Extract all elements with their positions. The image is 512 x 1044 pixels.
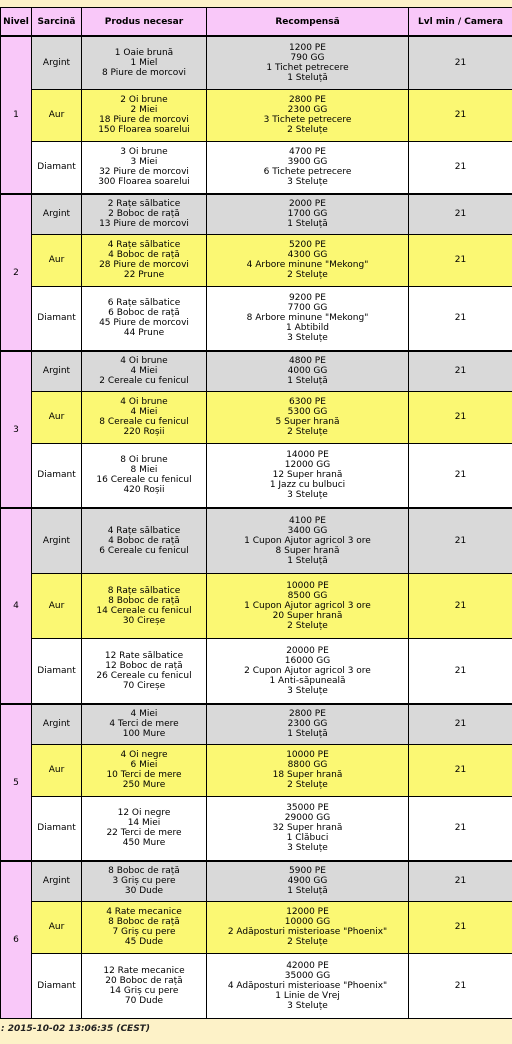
min-level-cell: 21 [409, 286, 512, 351]
tier-cell: Diamant [32, 953, 82, 1018]
table-row [1, 796, 512, 861]
tier-cell: Argint [32, 704, 82, 744]
tasks-table-wrapper [0, 7, 512, 1019]
tier-cell: Argint [32, 508, 82, 573]
header-row [1, 8, 512, 37]
reward-cell: 4100 PE 3400 GG 1 Cupon Ajutor agricol 3 ore 8 Super hrană 1 Steluță [207, 508, 409, 573]
product-cell: 12 Rate mecanice 20 Boboc de rață 14 Griș cu pere 70 Dude [82, 953, 207, 1018]
reward-cell: 6300 PE 5300 GG 5 Super hrană 2 Steluțe [207, 391, 409, 443]
min-level-cell: 21 [409, 901, 512, 953]
reward-cell: 1200 PE 790 GG 1 Tichet petrecere 1 Steluță [207, 36, 409, 89]
product-cell: 8 Boboc de rață 3 Griș cu pere 30 Dude [82, 861, 207, 901]
product-cell: 6 Rațe sălbatice 6 Boboc de rață 45 Piure de morcovi 44 Prune [82, 286, 207, 351]
product-cell: 8 Oi brune 8 Miei 16 Cereale cu fenicul 420 Roșii [82, 443, 207, 508]
header-lvl-min-camera: Lvl min / Camera [409, 8, 512, 37]
min-level-cell: 21 [409, 508, 512, 573]
reward-cell: 5900 PE 4900 GG 1 Steluță [207, 861, 409, 901]
level-cell: 5 [1, 704, 32, 861]
reward-cell: 2000 PE 1700 GG 1 Steluță [207, 194, 409, 234]
level-cell: 1 [1, 36, 32, 194]
tasks-table-body [1, 36, 512, 1018]
reward-cell: 14000 PE 12000 GG 12 Super hrană 1 Jazz cu bulbuci 3 Steluțe [207, 443, 409, 508]
table-row [1, 351, 512, 391]
product-cell: 4 Rațe sălbatice 4 Boboc de rață 6 Cereale cu fenicul [82, 508, 207, 573]
table-row [1, 443, 512, 508]
table-row [1, 573, 512, 638]
reward-cell: 9200 PE 7700 GG 8 Arbore minune "Mekong" 1 Abtibild 3 Steluțe [207, 286, 409, 351]
product-cell: 4 Miei 4 Terci de mere 100 Mure [82, 704, 207, 744]
tasks-table [0, 7, 512, 1019]
table-row [1, 234, 512, 286]
tier-cell: Aur [32, 573, 82, 638]
header-produs-necesar: Produs necesar [82, 8, 207, 37]
table-row [1, 89, 512, 141]
table-row [1, 638, 512, 704]
table-row [1, 36, 512, 89]
product-cell: 12 Oi negre 14 Miei 22 Terci de mere 450 Mure [82, 796, 207, 861]
table-row [1, 141, 512, 194]
reward-cell: 42000 PE 35000 GG 4 Adăposturi misterioase "Phoenix" 1 Linie de Vrej 3 Steluțe [207, 953, 409, 1018]
reward-cell: 4800 PE 4000 GG 1 Steluță [207, 351, 409, 391]
min-level-cell: 21 [409, 443, 512, 508]
min-level-cell: 21 [409, 953, 512, 1018]
reward-cell: 12000 PE 10000 GG 2 Adăposturi misterioase "Phoenix" 2 Steluțe [207, 901, 409, 953]
min-level-cell: 21 [409, 704, 512, 744]
product-cell: 4 Oi negre 6 Miei 10 Terci de mere 250 Mure [82, 744, 207, 796]
tier-cell: Diamant [32, 286, 82, 351]
reward-cell: 2800 PE 2300 GG 1 Steluță [207, 704, 409, 744]
product-cell: 12 Rate sălbatice 12 Boboc de rață 26 Cereale cu fenicul 70 Cireșe [82, 638, 207, 704]
table-row [1, 286, 512, 351]
min-level-cell: 21 [409, 36, 512, 89]
min-level-cell: 21 [409, 573, 512, 638]
reward-cell: 20000 PE 16000 GG 2 Cupon Ajutor agricol 3 ore 1 Anti-săpuneală 3 Steluțe [207, 638, 409, 704]
min-level-cell: 21 [409, 796, 512, 861]
min-level-cell: 21 [409, 351, 512, 391]
header-sarcina: Sarcină [32, 8, 82, 37]
min-level-cell: 21 [409, 861, 512, 901]
min-level-cell: 21 [409, 391, 512, 443]
table-row [1, 901, 512, 953]
tier-cell: Diamant [32, 796, 82, 861]
product-cell: 3 Oi brune 3 Miei 32 Piure de morcovi 300 Floarea soarelui [82, 141, 207, 194]
product-cell: 4 Rate mecanice 8 Boboc de rață 7 Griș cu pere 45 Dude [82, 901, 207, 953]
tier-cell: Aur [32, 744, 82, 796]
header-nivel: Nivel [1, 8, 32, 37]
product-cell: 4 Oi brune 4 Miei 2 Cereale cu fenicul [82, 351, 207, 391]
tier-cell: Argint [32, 861, 82, 901]
product-cell: 2 Oi brune 2 Miei 18 Piure de morcovi 150 Floarea soarelui [82, 89, 207, 141]
tier-cell: Aur [32, 89, 82, 141]
table-row [1, 194, 512, 234]
product-cell: 4 Oi brune 4 Miei 8 Cereale cu fenicul 220 Roșii [82, 391, 207, 443]
reward-cell: 35000 PE 29000 GG 32 Super hrană 1 Clăbuci 3 Steluțe [207, 796, 409, 861]
table-row [1, 391, 512, 443]
product-cell: 4 Rațe sălbatice 4 Boboc de rață 28 Piure de morcovi 22 Prune [82, 234, 207, 286]
level-cell: 6 [1, 861, 32, 1018]
tier-cell: Diamant [32, 443, 82, 508]
tier-cell: Diamant [32, 141, 82, 194]
tier-cell: Diamant [32, 638, 82, 704]
reward-cell: 10000 PE 8800 GG 18 Super hrană 2 Steluțe [207, 744, 409, 796]
table-row [1, 704, 512, 744]
reward-cell: 4700 PE 3900 GG 6 Tichete petrecere 3 Steluțe [207, 141, 409, 194]
table-row [1, 861, 512, 901]
product-cell: 1 Oaie brună 1 Miel 8 Piure de morcovi [82, 36, 207, 89]
table-row [1, 953, 512, 1018]
tier-cell: Aur [32, 901, 82, 953]
tier-cell: Argint [32, 351, 82, 391]
table-row [1, 508, 512, 573]
min-level-cell: 21 [409, 744, 512, 796]
table-row [1, 744, 512, 796]
min-level-cell: 21 [409, 194, 512, 234]
product-cell: 2 Rațe sălbatice 2 Boboc de rață 13 Piure de morcovi [82, 194, 207, 234]
reward-cell: 5200 PE 4300 GG 4 Arbore minune "Mekong" 2 Steluțe [207, 234, 409, 286]
tier-cell: Argint [32, 36, 82, 89]
level-cell: 3 [1, 351, 32, 508]
level-cell: 4 [1, 508, 32, 704]
timestamp-footer: : 2015-10-02 13:06:35 (CEST) [1, 1024, 150, 1034]
reward-cell: 2800 PE 2300 GG 3 Tichete petrecere 2 Steluțe [207, 89, 409, 141]
tier-cell: Aur [32, 234, 82, 286]
min-level-cell: 21 [409, 141, 512, 194]
min-level-cell: 21 [409, 89, 512, 141]
min-level-cell: 21 [409, 638, 512, 704]
tier-cell: Argint [32, 194, 82, 234]
reward-cell: 10000 PE 8500 GG 1 Cupon Ajutor agricol 3 ore 20 Super hrană 2 Steluțe [207, 573, 409, 638]
min-level-cell: 21 [409, 234, 512, 286]
product-cell: 8 Rațe sălbatice 8 Boboc de rață 14 Cereale cu fenicul 30 Cireșe [82, 573, 207, 638]
tier-cell: Aur [32, 391, 82, 443]
header-recompensa: Recompensă [207, 8, 409, 37]
level-cell: 2 [1, 194, 32, 351]
